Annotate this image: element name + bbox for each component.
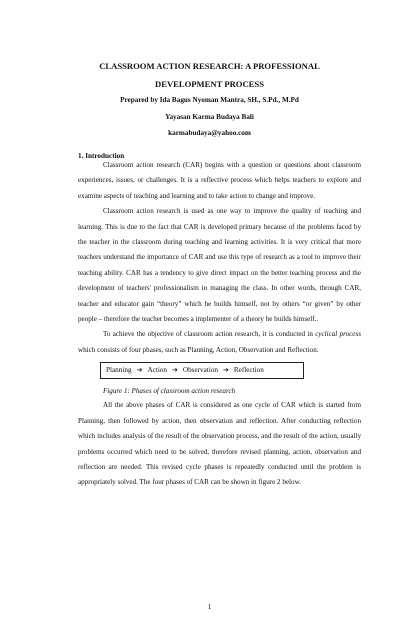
paragraph-3 — [78, 327, 361, 358]
page-number: 1 — [207, 603, 212, 611]
title-line-2: DEVELOPMENT PROCESS — [155, 79, 264, 89]
author-block — [60, 92, 359, 142]
phase-flow-box — [100, 362, 304, 379]
paragraph-3-start: To achieve the objective of classroom action research, it is conducted in — [103, 330, 316, 339]
figure-caption: Figure 1: Phases of classroom action research — [103, 387, 236, 396]
paragraph-3-italic: cyclical process — [315, 330, 361, 339]
section-heading: 1. Introduction — [78, 152, 125, 160]
paper-title — [60, 57, 359, 93]
body-text — [78, 158, 361, 491]
author-name: Prepared by Ida Bagus Nyoman Mantra, SH., S.Pd., M.Pd — [120, 96, 299, 104]
flow-step-planning: Planning — [106, 366, 132, 375]
flow-step-observation: Observation — [182, 366, 219, 375]
flow-step-action: Action — [147, 366, 167, 375]
paragraph-1: Classroom action research (CAR) begins with a question or questions about classroom experiences, issues, or challenges. It is a reflective process which helps teachers to explore and examine aspects of teaching and learning and to take action to change and improve. — [78, 161, 361, 200]
arrow-right-icon: ➔ — [172, 366, 178, 375]
arrow-right-icon: ➔ — [223, 366, 229, 375]
paragraph-3-end: which consists of four phases, such as Planning, Action, Observation and Reflection. — [78, 345, 319, 354]
title-line-1: CLASSROOM ACTION RESEARCH: A PROFESSIONAL — [99, 61, 320, 71]
arrow-right-icon: ➔ — [136, 366, 143, 375]
paragraph-4: All the above phases of CAR is considered as one cycle of CAR which is started from Planning, then followed by action, then observation and reflection. After conducting reflection which includes analysis of the result of the observation process, and the result of the action, usually problems occurred which need to be solved, therefore revised planning, action, observation and reflection are needed. This revised cycle phases is repeatedly conducted until the problem is appropriately solved. The four phases of CAR can be shown in figure 2 below. — [78, 401, 361, 487]
flow-step-reflection: Reflection — [233, 366, 264, 375]
author-email: karmabudaya@yahoo.com — [168, 129, 251, 137]
paragraph-2: Classroom action research is used as one way to improve the quality of teaching and learning. This is due to the fact that CAR is developed primary because of the problems faced by the teacher in the classroom during teaching and learning activities. It is very critical that more teachers understand the importance of CAR and use this type of research as a tool to improve their teaching ability. CAR has a tendency to give direct impact on the better teaching process and the development of teachers' professionalism in managing the class. In other words, through CAR, teacher and educator gain “theory” which he builds himself, not by others “or given” by other people – therefore the teacher becomes a implementer of a theory he builds himself.. — [78, 207, 361, 324]
author-affiliation: Yayasan Karma Budaya Bali — [165, 112, 254, 121]
